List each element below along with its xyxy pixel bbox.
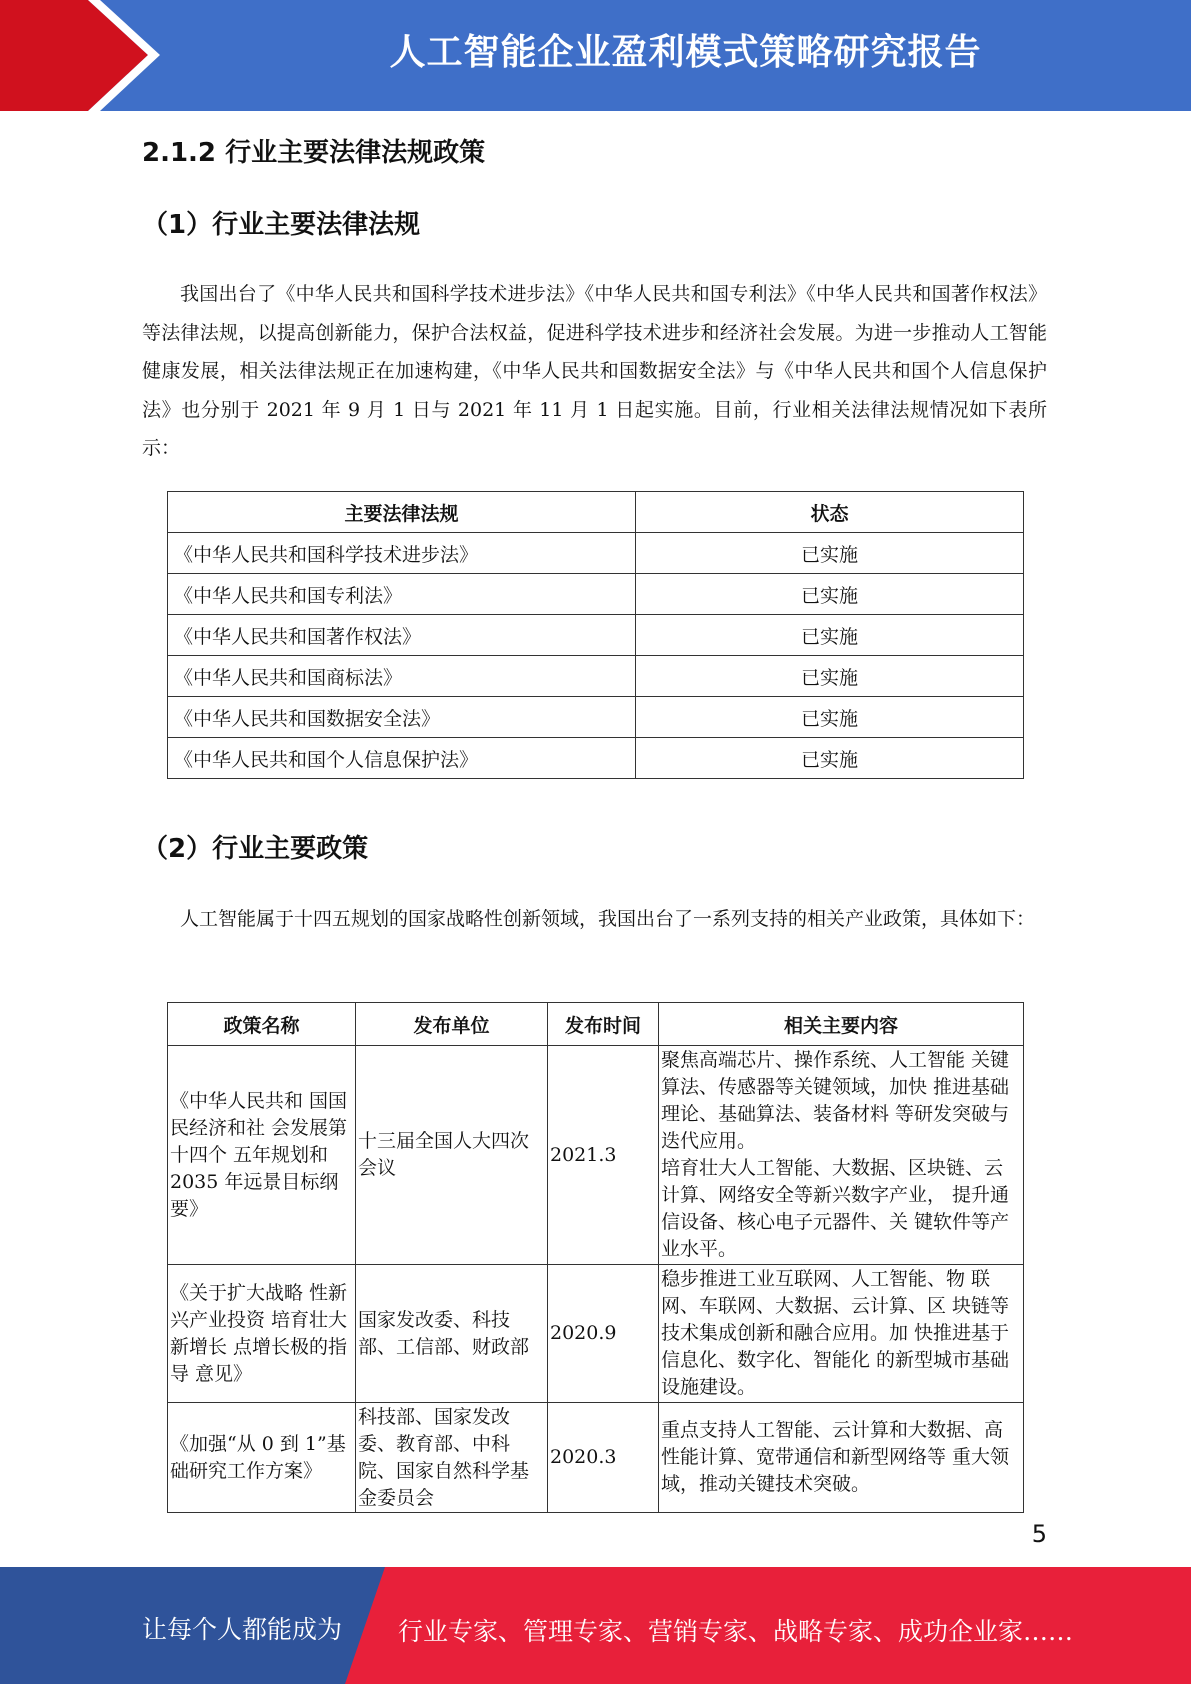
policy-content: 聚焦高端芯片、操作系统、人工智能 关键算法、传感器等关键领域，加快 推进基础理论、基础算法、装备材料 等研发突破与迭代应用。 培育壮大人工智能、大数据、区块链、云计算、网络安全等新兴数字产业， 提升通信设备、核心电子元器件、关 键软件等产业水平。 [659,1046,1024,1265]
page-number: 5 [1031,1520,1047,1548]
policy-name: 《关于扩大战略 性新兴产业投资 培育壮大新增长 点增长极的指导 意见》 [168,1265,356,1403]
policy-issuer: 科技部、国家发改委、教育部、中科院、国家自然科学基金委员会 [356,1403,548,1513]
law-name: 《中华人民共和国数据安全法》 [168,697,636,738]
paragraph-policies: 人工智能属于十四五规划的国家战略性创新领域，我国出台了一系列支持的相关产业政策，具体如下： [180,908,1036,930]
column-header: 发布单位 [356,1003,548,1046]
page-footer [0,1567,1191,1684]
table-header-row [168,1003,1024,1046]
footer-slogan-left: 让每个人都能成为 [142,1615,343,1644]
table-row [168,615,1024,656]
subheading-laws: （1）行业主要法律法规 [142,210,421,240]
column-header: 发布时间 [548,1003,659,1046]
policy-date: 2021.3 [548,1046,659,1265]
law-name: 《中华人民共和国著作权法》 [168,615,636,656]
policy-name: 《中华人民共和 国国民经济和社 会发展第十四个 五年规划和 2035 年远景目标纲要》 [168,1046,356,1265]
subheading-policies: （2）行业主要政策 [142,834,369,864]
page-header [0,0,1191,111]
table-row [168,1403,1024,1513]
column-header: 状态 [636,492,1024,533]
section-heading: 2.1.2 行业主要法律法规政策 [142,138,486,168]
table-row [168,1265,1024,1403]
policy-issuer: 国家发改委、科技部、工信部、财政部 [356,1265,548,1403]
report-title: 人工智能企业盈利模式策略研究报告 [389,32,982,73]
law-name: 《中华人民共和国个人信息保护法》 [168,738,636,779]
column-header: 主要法律法规 [168,492,636,533]
table-row [168,574,1024,615]
law-status: 已实施 [636,697,1024,738]
column-header: 相关主要内容 [659,1003,1024,1046]
table-row [168,656,1024,697]
law-status: 已实施 [636,738,1024,779]
law-name: 《中华人民共和国商标法》 [168,656,636,697]
laws-table [167,491,1024,779]
table-row [168,697,1024,738]
policy-table [167,1002,1024,1513]
policy-name: 《加强“从 0 到 1”基础研究工作方案》 [168,1403,356,1513]
policy-date: 2020.9 [548,1265,659,1403]
policy-date: 2020.3 [548,1403,659,1513]
table-row [168,738,1024,779]
footer-slogan-right: 行业专家、管理专家、营销专家、战略专家、成功企业家…… [398,1617,1074,1646]
column-header: 政策名称 [168,1003,356,1046]
table-row [168,533,1024,574]
policy-content: 重点支持人工智能、云计算和大数据、高性能计算、宽带通信和新型网络等 重大领域，推动关键技术突破。 [659,1403,1024,1513]
law-status: 已实施 [636,656,1024,697]
law-name: 《中华人民共和国专利法》 [168,574,636,615]
law-status: 已实施 [636,615,1024,656]
paragraph-laws: 我国出台了《中华人民共和国科学技术进步法》《中华人民共和国专利法》《中华人民共和国著作权法》等法律法规，以提高创新能力，保护合法权益，促进科学技术进步和经济社会发展。为进一步推动人工智能健康发展，相关法律法规正在加速构建，《中华人民共和国数据安全法》与《中华人民共和国个人信息保护法》也分别于 2021 年 9 月 1 日与 2021 年 11 月 1 日起实施。目前，行业相关法律法规情况如下表所示： [142,283,1047,459]
table-header-row [168,492,1024,533]
law-status: 已实施 [636,533,1024,574]
policy-issuer: 十三届全国人大四次会议 [356,1046,548,1265]
policy-content: 稳步推进工业互联网、人工智能、物 联网、车联网、大数据、云计算、区 块链等技术集成创新和融合应用。加 快推进基于信息化、数字化、智能化 的新型城市基础设施建设。 [659,1265,1024,1403]
table-row [168,1046,1024,1265]
law-name: 《中华人民共和国科学技术进步法》 [168,533,636,574]
law-status: 已实施 [636,574,1024,615]
